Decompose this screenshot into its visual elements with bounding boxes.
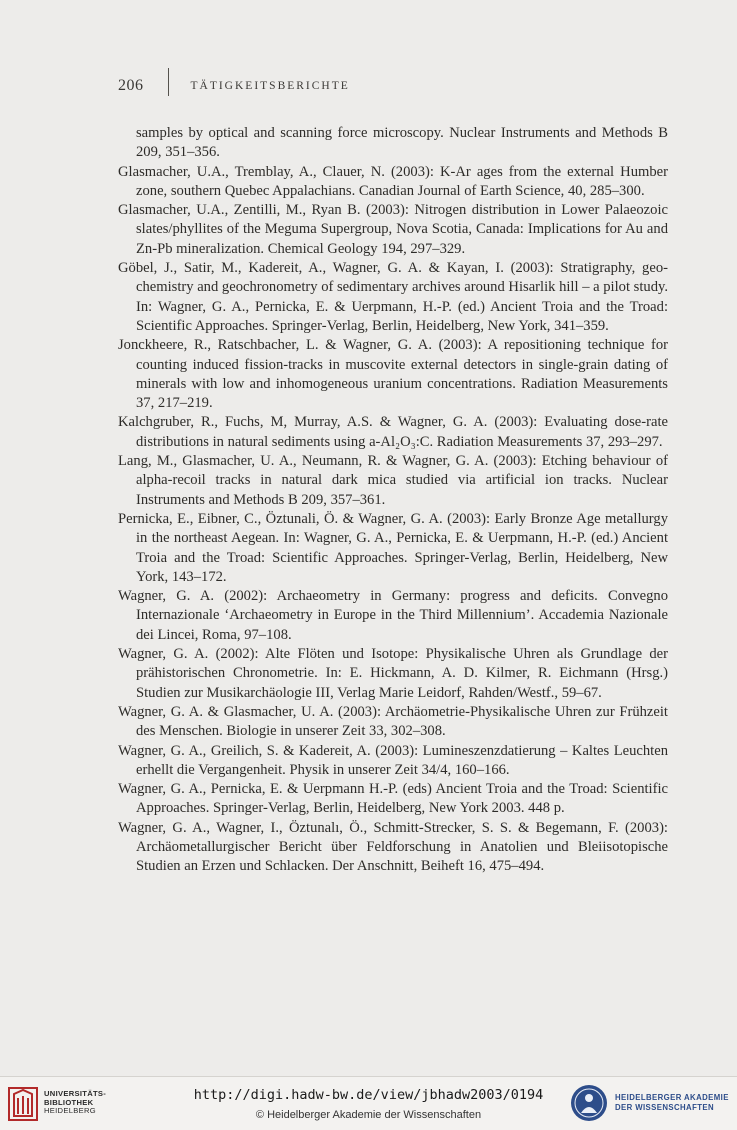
reference-entry: samples by optical and scanning force microscopy. Nuclear Instruments and Methods B 209, 351–356. xyxy=(136,125,668,161)
reference-entry: Wagner, G. A., Greilich, S. & Kadereit, A. (2003): Lumineszenzdatierung – Kaltes Leuchten erhellt die Vergangenheit. Physik in unserer Zeit 34/4, 160–166. xyxy=(118,742,668,778)
copyright-notice: © Heidelberger Akademie der Wissenschaften xyxy=(255,1109,482,1121)
reference-entry: Glasmacher, U.A., Zentilli, M., Ryan B. (2003): Nitrogen distribution in Lower Palaeozoic slates/phyllites of the Meguma Supergroup, Nova Scotia, Canada: Implications for Au and Zn-Pb mineralization. Chemical Geology 194, 297–329. xyxy=(118,202,668,257)
reference-entry: Göbel, J., Satir, M., Kadereit, A., Wagner, G. A. & Kayan, I. (2003): Stratigraphy, geochemistry and geochronometry of sedimentary archives around Hisarlik hill – a pilot study. In: Wagner, G. A., Pernicka, E. & Uerpmann, H.-P. (ed.) Ancient Troia and the Troad: Scientific Approaches. Springer-Verlag, Berlin, Heidelberg, New York, 341–359. xyxy=(118,260,668,334)
header-divider xyxy=(168,68,169,96)
viewer-footer xyxy=(0,1076,737,1130)
reference-entry: Wagner, G. A. (2002): Archaeometry in Germany: progress and deficits. Convegno Internazionale ‘Archaeometry in Europe in the Third Millennium’. Accademia Nazionale dei Lincei, Roma, 97–108. xyxy=(118,588,668,643)
reference-entry: Wagner, G. A. (2002): Alte Flöten und Isotope: Physikalische Uhren als Grundlage der prähistorischen Chronometrie. In: E. Hickmann, A. D. Kilmer, R. Eichmann (Hrsg.) Studien zur Musikarchäologie III, Verlag Marie Leidorf, Rahden/Westf., 59–67. xyxy=(118,646,668,701)
permalink-url[interactable]: http://digi.hadw-bw.de/view/jbhadw2003/0194 xyxy=(193,1087,544,1103)
page-header xyxy=(118,76,350,96)
reference-entry: Lang, M., Glasmacher, U. A., Neumann, R. & Wagner, G. A. (2003): Etching behaviour of alpha-recoil tracks in natural dark mica studied via artificial ion tracks. Nuclear Instruments and Methods B 209, 357–361. xyxy=(118,453,668,508)
reference-entry: Wagner, G. A. & Glasmacher, U. A. (2003): Archäometrie-Physikalische Uhren zur Frühzeit des Menschen. Biologie in unserer Zeit 33, 302–308. xyxy=(118,703,668,740)
reference-entry: Pernicka, E., Eibner, C., Öztunali, Ö. & Wagner, G. A. (2003): Early Bronze Age metallurgy in the northeast Aegean. In: Wagner, G. A., Pernicka, E. & Uerpmann, H.-P. (ed.) Ancient Troia and the Troad: Scientific Approaches. Springer-Verlag, Berlin, Heidelberg, New York, 143–172. xyxy=(118,510,668,585)
university-library-name: UNIVERSITÄTS- BIBLIOTHEK HEIDELBERG xyxy=(44,1089,107,1116)
reference-list xyxy=(118,124,668,877)
reference-entry: Wagner, G. A., Pernicka, E. & Uerpmann H.-P. (eds) Ancient Troia and the Troad: Scientific Approaches. Springer-Verlag, Berlin, Heidelberg, New York 2003. 448 p. xyxy=(118,781,668,817)
reference-entry: Jonckheere, R., Ratschbacher, L. & Wagner, G. A. (2003): A repositioning technique for counting induced fission-tracks in muscovite external detectors in single-grain dating of minerals with low and inhomogeneous uranium concentrations. Radiation Measurements 37, 217–219. xyxy=(118,337,668,412)
reference-entry: Glasmacher, U.A., Tremblay, A., Clauer, N. (2003): K-Ar ages from the external Humber zone, southern Quebec Appalachians. Canadian Journal of Earth Science, 40, 285–300. xyxy=(118,163,668,199)
page-number: 206 xyxy=(118,77,144,94)
academy-seal-icon xyxy=(569,1083,609,1123)
academy-name: HEIDELBERGER AKADEMIE DER WISSENSCHAFTEN xyxy=(615,1093,729,1112)
reference-entry: Kalchgruber, R., Fuchs, M, Murray, A.S. & Wagner, G. A. (2003): Evaluating dose-rate distributions in natural sediments using a-Al₂O₃:C. Radiation Measurements 37, 293–297. xyxy=(118,414,668,450)
running-title: TÄTIGKEITSBERICHTE xyxy=(190,80,350,92)
reference-entry: Wagner, G. A., Wagner, I., Öztunalı, Ö., Schmitt-Strecker, S. S. & Begemann, F. (2003): Archäometallurgischer Bericht über Feldforschung in Anatolien und Bleiisotopische Studien an Erzen und Schlacken. Der Anschnitt, Beiheft 16, 475–494. xyxy=(118,819,668,875)
